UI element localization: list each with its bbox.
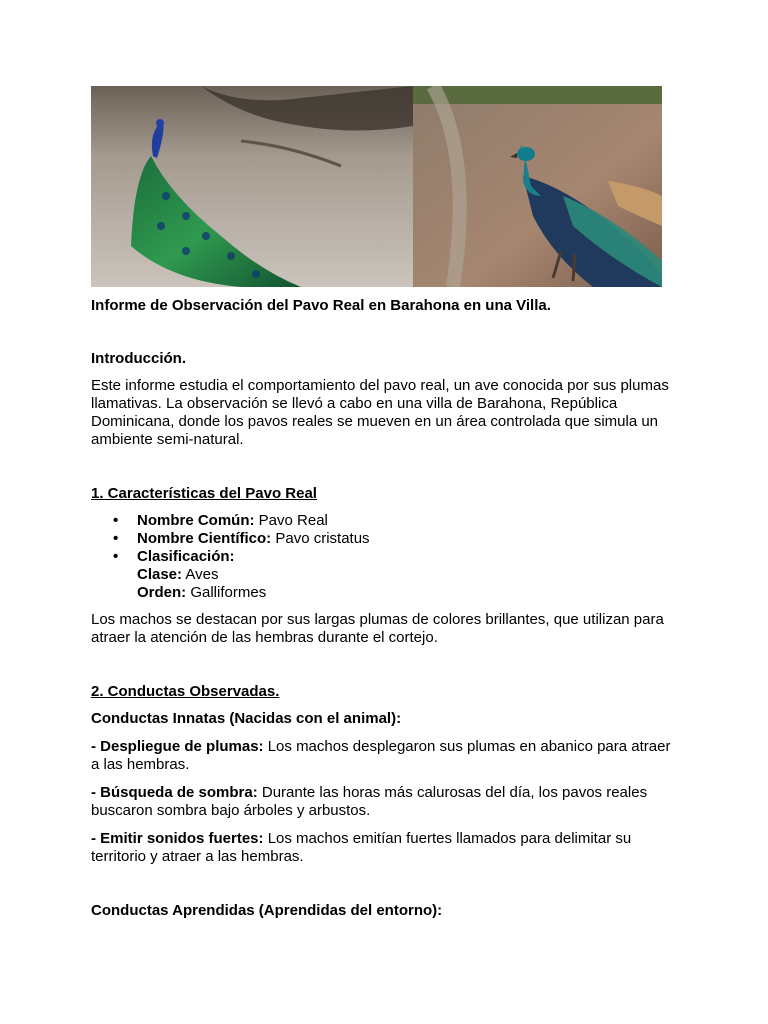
peacock-tail-photo (91, 86, 413, 287)
learned-heading: Conductas Aprendidas (Aprendidas del entorno): (91, 902, 443, 919)
behavior-item: - Despliegue de plumas: Los machos desplegaron sus plumas en abanico para atraer a las hembras. (91, 738, 671, 773)
behavior-item: - Búsqueda de sombra: Durante las horas más calurosas del día, los pavos reales buscaron sombra bajo árboles y arbustos. (91, 784, 648, 819)
list-item: • Nombre Científico: Pavo cristatus (113, 530, 370, 547)
list-item: • Nombre Común: Pavo Real (113, 512, 328, 529)
report-title: Informe de Observación del Pavo Real en Barahona en una Villa. (91, 297, 551, 314)
document-page (91, 86, 681, 920)
clase-line: Clase: Aves (137, 566, 219, 583)
list-item: • Clasificación: (113, 548, 235, 565)
section2-heading: 2. Conductas Observadas. (91, 683, 280, 700)
peacock-path-photo (413, 86, 662, 287)
intro-paragraph: Este informe estudia el comportamiento del pavo real, un ave conocida por sus plumas llamativas. La observación se llevó a cabo en una villa de Barahona, República Dominicana, donde los pavos reales se mueven en un área controlada que simula un ambiente semi-natural. (91, 377, 669, 448)
behavior-item: - Emitir sonidos fuertes: Los machos emitían fuertes llamados para delimitar su territorio y atraer a las hembras. (91, 830, 632, 865)
intro-heading: Introducción. (91, 350, 186, 367)
photo-row (91, 86, 662, 287)
section1-paragraph: Los machos se destacan por sus largas plumas de colores brillantes, que utilizan para atraer la atención de las hembras durante el cortejo. (91, 611, 664, 646)
section1-heading: 1. Características del Pavo Real (91, 485, 317, 502)
orden-line: Orden: Galliformes (137, 584, 267, 601)
characteristics-list (91, 512, 681, 566)
innate-heading: Conductas Innatas (Nacidas con el animal): (91, 710, 402, 727)
